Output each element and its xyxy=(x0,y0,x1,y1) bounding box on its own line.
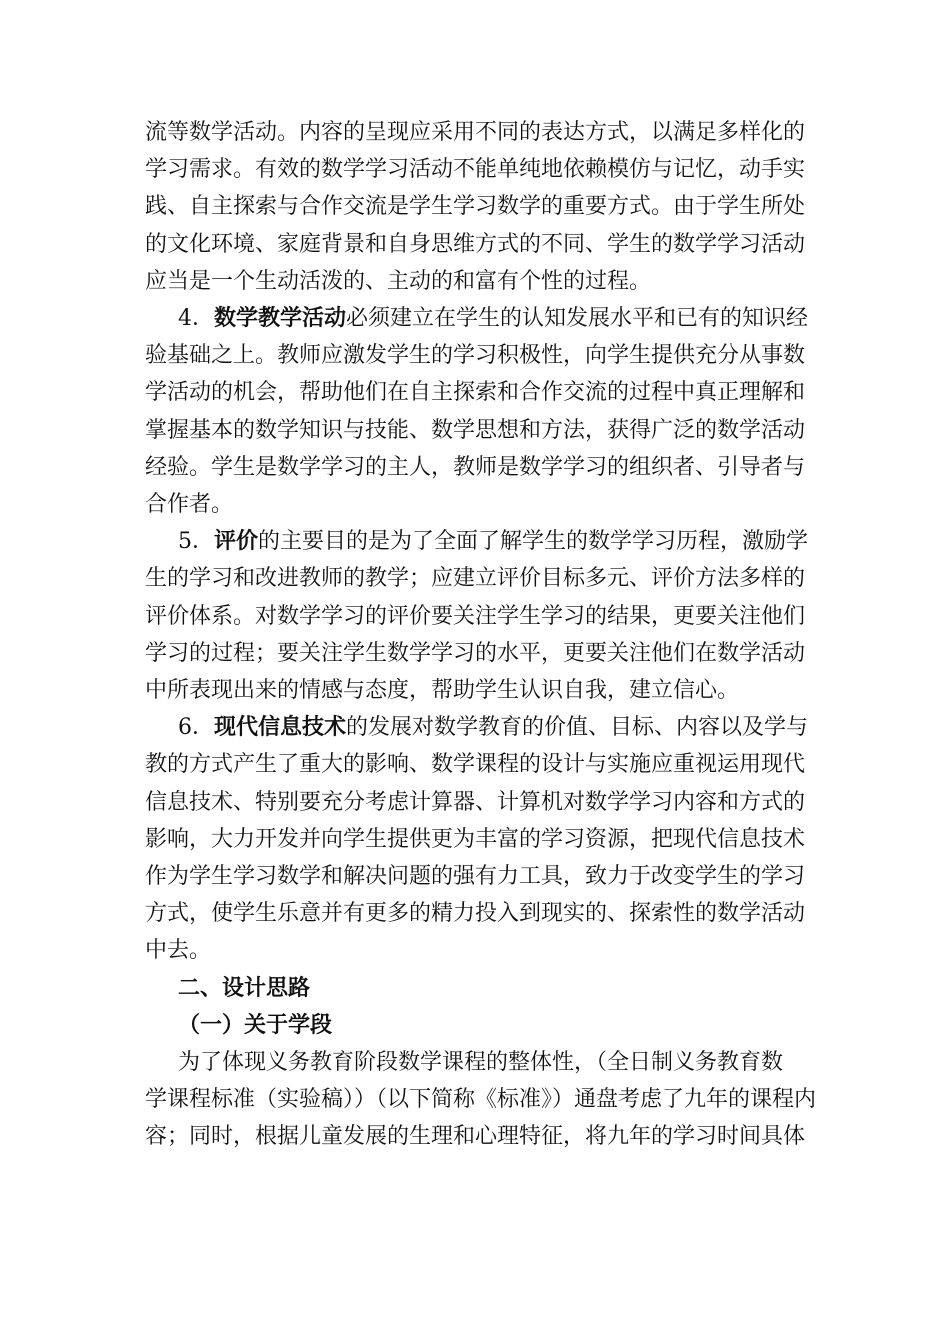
text-line xyxy=(145,709,810,746)
text-line: 方式，使学生乐意并有更多的精力投入到现实的、探索性的数学活动 xyxy=(145,901,806,927)
paragraph-5 xyxy=(145,523,810,709)
bold-term: 评价 xyxy=(214,528,259,555)
text-run: 的发展对数学教育的价值、目标、内容以及学与 xyxy=(346,715,809,741)
text-line: 生的学习和改进教师的教学；应建立评价目标多元、评价方法多样的 xyxy=(145,566,806,592)
section-heading: 二、设计思路 xyxy=(178,974,311,1001)
paragraph-continuation xyxy=(145,114,810,300)
item-number: 4． xyxy=(178,306,214,332)
paragraph-7 xyxy=(145,1044,817,1156)
text-line: 信息技术、特别要充分考虑计算器、计算机对数学学习内容和方式的 xyxy=(145,789,806,815)
text-line: 流等数学活动。内容的呈现应采用不同的表达方式，以满足多样化的 xyxy=(145,120,806,145)
text-line: 中去。 xyxy=(145,938,212,964)
text-run: 的主要目的是为了全面了解学生的数学学习历程，激励学 xyxy=(258,529,809,555)
item-number: 6． xyxy=(178,715,214,741)
item-number: 5． xyxy=(178,529,214,555)
text-run: 必须建立在学生的认知发展水平和已有的知识经 xyxy=(346,306,809,332)
text-line: 评价体系。对数学学习的评价要关注学生学习的结果，更要关注他们 xyxy=(145,603,806,629)
text-line xyxy=(145,300,810,337)
text-line: 为了体现义务教育阶段数学课程的整体性，（全日制义务教育数 xyxy=(178,1050,784,1076)
text-line: 践、自主探索与合作交流是学生学习数学的重要方式。由于学生所处 xyxy=(145,194,806,220)
document-body xyxy=(145,114,817,1156)
text-line: 经验。学生是数学学习的主人，教师是数学学习的组织者、引导者与 xyxy=(145,454,806,480)
text-line: 的文化环境、家庭背景和自身思维方式的不同、学生的数学学习活动 xyxy=(145,231,806,257)
text-line: 影响，大力开发并向学生提供更为丰富的学习资源，把现代信息技术 xyxy=(145,826,806,852)
paragraph-6 xyxy=(145,709,810,969)
text-line: 中所表现出来的情感与态度，帮助学生认识自我，建立信心。 xyxy=(145,678,740,704)
text-line: 学活动的机会，帮助他们在自主探索和合作交流的过程中真正理解和 xyxy=(145,380,806,406)
text-line: 合作者。 xyxy=(145,492,234,518)
paragraph-4 xyxy=(145,300,810,523)
text-line: 学课程标准（实验稿））（以下简称《标准》）通盘考虑了九年的课程内 xyxy=(145,1087,817,1113)
bold-term: 现代信息技术 xyxy=(214,714,347,741)
text-line: 教的方式产生了重大的影响、数学课程的设计与实施应重视运用现代 xyxy=(145,752,806,778)
text-line: 作为学生学习数学和解决问题的强有力工具，致力于改变学生的学习 xyxy=(145,864,806,890)
text-line: 应当是一个生动活泼的、主动的和富有个性的过程。 xyxy=(145,268,652,294)
text-line: 学习需求。有效的数学学习活动不能单纯地依赖模仿与记忆，动手实 xyxy=(145,157,806,183)
text-line: 容；同时，根据儿童发展的生理和心理特征，将九年的学习时间具体 xyxy=(145,1124,806,1150)
text-line: 验基础之上。教师应激发学生的学习积极性，向学生提供充分从事数 xyxy=(145,343,806,369)
bold-term: 数学教学活动 xyxy=(214,305,347,332)
subsection-heading: （一）关于学段 xyxy=(178,1011,333,1038)
text-line: 掌握基本的数学知识与技能、数学思想和方法，获得广泛的数学活动 xyxy=(145,417,806,443)
text-line xyxy=(145,523,810,560)
text-line: 学习的过程；要关注学生数学学习的水平，更要关注他们在数学活动 xyxy=(145,640,806,666)
